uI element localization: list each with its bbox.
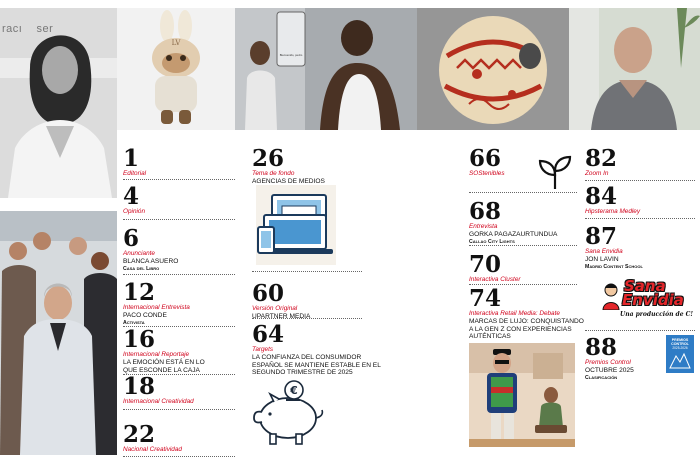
- toc-entry-64[interactable]: [252, 321, 381, 377]
- photo-bald-man: [569, 8, 700, 130]
- entry-title: MARCAS DE LUJO: CONQUISTANDO: [469, 318, 584, 325]
- entry-title: PACO CONDE: [123, 312, 167, 319]
- entry-subtitle: Callao City Lights: [469, 238, 515, 245]
- sprout-icon: [536, 153, 574, 191]
- entry-subtitle: Madrid Content School: [585, 263, 643, 270]
- dotted-divider: [123, 274, 235, 275]
- piggy-bank-illustration: [250, 378, 330, 448]
- entry-title: OCTUBRE 2025: [585, 367, 634, 374]
- section-label: Targets: [252, 346, 274, 353]
- page-number: 87: [585, 223, 618, 250]
- svg-text:LV: LV: [171, 39, 181, 47]
- section-label: Interactiva Cluster: [469, 276, 521, 283]
- toc-entry-18[interactable]: [123, 373, 194, 406]
- page-number: 26: [252, 145, 285, 172]
- dotted-divider: [585, 218, 695, 219]
- dotted-divider: [469, 245, 577, 246]
- sana-envidia-logo: [600, 278, 694, 326]
- section-label: Entrevista: [469, 223, 498, 230]
- phone-caption: Bienvenido, pedro: [279, 53, 303, 57]
- sana-envidia-subtitle: Una producción de C!: [620, 311, 694, 318]
- dotted-divider: [469, 192, 577, 193]
- dotted-divider: [123, 409, 235, 410]
- toc-entry-70[interactable]: [469, 251, 521, 284]
- dotted-divider: [252, 318, 362, 319]
- toc-entry-16[interactable]: [123, 326, 205, 374]
- entry-title: JON LAVIN: [585, 256, 619, 263]
- page-number: 74: [469, 285, 502, 312]
- entry-title: GORKA PAGAZAURTUNDUA: [469, 231, 558, 238]
- section-label: SOStenibles: [469, 170, 505, 177]
- page-number: 64: [252, 321, 285, 348]
- photo-man-mirror: [235, 8, 417, 130]
- dotted-divider: [585, 330, 695, 331]
- entry-title: LA EMOCIÓN ESTÁ EN LO: [123, 359, 205, 366]
- page-number: 82: [585, 145, 618, 172]
- section-label: Tema de fondo: [252, 170, 295, 177]
- toc-entry-22[interactable]: [123, 421, 182, 454]
- page-number: 16: [123, 326, 156, 353]
- page-number: 4: [123, 183, 140, 210]
- photo-woman-portrait: [0, 8, 117, 198]
- sana-envidia-title-line2: Envidia: [622, 291, 684, 309]
- photo-group-people: [0, 211, 117, 455]
- entry-title: BLANCA ASUERO: [123, 258, 179, 265]
- page-number: 18: [123, 373, 156, 400]
- dotted-divider: [123, 456, 235, 457]
- section-label: Interactiva Retail Media: Debate: [469, 310, 560, 317]
- page-number: 6: [123, 225, 140, 252]
- photo-wall-text: racı ser: [2, 23, 54, 35]
- toc-entry-68[interactable]: [469, 198, 558, 246]
- photo-toy-figure: [117, 8, 235, 130]
- entry-title: LA CONFIANZA DEL CONSUMIDOR: [252, 354, 362, 361]
- dotted-divider: [585, 180, 695, 181]
- page-number: 70: [469, 251, 502, 278]
- entry-subtitle: Casa del Libro: [123, 265, 160, 272]
- entry-subtitle: Activista: [123, 319, 145, 326]
- toc-entry-82[interactable]: [585, 145, 618, 178]
- premios-control-badge: [666, 335, 694, 373]
- dotted-divider: [123, 219, 235, 220]
- badge-line3: 2025-2026: [672, 346, 688, 350]
- entry-title: A LA GEN Z CON EXPERIENCIAS: [469, 325, 572, 333]
- section-label: Premios Control: [585, 359, 631, 366]
- page-number: 22: [123, 421, 156, 448]
- entry-title: QUE ESCONDE LA CAJA: [123, 366, 200, 374]
- toc-entry-88[interactable]: [585, 334, 634, 382]
- entry-subtitle: Clasificación: [585, 374, 618, 381]
- devices-illustration: [256, 185, 336, 265]
- toc-entry-26[interactable]: [252, 145, 325, 186]
- page-number: 1: [123, 145, 140, 172]
- toc-entry-84[interactable]: [585, 183, 641, 216]
- badge-line1: PREMIOS: [671, 338, 689, 342]
- page-number: 84: [585, 183, 618, 210]
- toc-entry-4[interactable]: [123, 183, 146, 216]
- entry-title: AGENCIAS DE MEDIOS: [252, 178, 325, 185]
- section-label: Nacional Creatividad: [123, 446, 182, 453]
- photo-decorated-helmet: [417, 8, 569, 130]
- page-number: 66: [469, 145, 502, 172]
- page-number: 88: [585, 334, 618, 361]
- section-label: Anunciante: [123, 250, 155, 257]
- page-number: 60: [252, 280, 285, 307]
- toc-entry-60[interactable]: [252, 280, 311, 321]
- toc-entry-12[interactable]: [123, 279, 190, 327]
- svg-text:€: €: [290, 384, 298, 397]
- toc-entry-66[interactable]: [469, 145, 505, 178]
- section-label: Internacional Reportaje: [123, 351, 190, 358]
- section-label: Hipsterama Medley: [585, 208, 641, 215]
- toc-entry-1[interactable]: [123, 145, 147, 178]
- entry-title: ESPAÑOL SE MANTIENE ESTABLE EN EL: [252, 361, 381, 369]
- section-label: Sana Envidia: [585, 248, 623, 255]
- entry-title: SEGUNDO TRIMESTRE DE 2025: [252, 369, 353, 377]
- entry-title: UPARTNER MEDIA: [252, 313, 311, 320]
- dotted-divider: [123, 179, 235, 180]
- section-label: Internacional Entrevista: [123, 304, 190, 311]
- badge-line2: CONTROL: [671, 342, 689, 346]
- dotted-divider: [252, 271, 362, 272]
- toc-entry-74[interactable]: [469, 285, 584, 341]
- section-label: Internacional Creatividad: [123, 398, 194, 405]
- entry-title: AUTÉNTICAS: [469, 333, 511, 341]
- section-label: Versión Original: [252, 305, 298, 312]
- toc-entry-6[interactable]: [123, 225, 179, 273]
- page-number: 12: [123, 279, 156, 306]
- section-label: Zoom In: [585, 170, 609, 177]
- photo-avatar-characters: [469, 343, 575, 447]
- page-number: 68: [469, 198, 502, 225]
- section-label: Opinión: [123, 208, 146, 215]
- section-label: Editorial: [123, 170, 147, 177]
- toc-entry-87[interactable]: [585, 223, 643, 271]
- sana-envidia-title-line1: Sana: [624, 277, 666, 295]
